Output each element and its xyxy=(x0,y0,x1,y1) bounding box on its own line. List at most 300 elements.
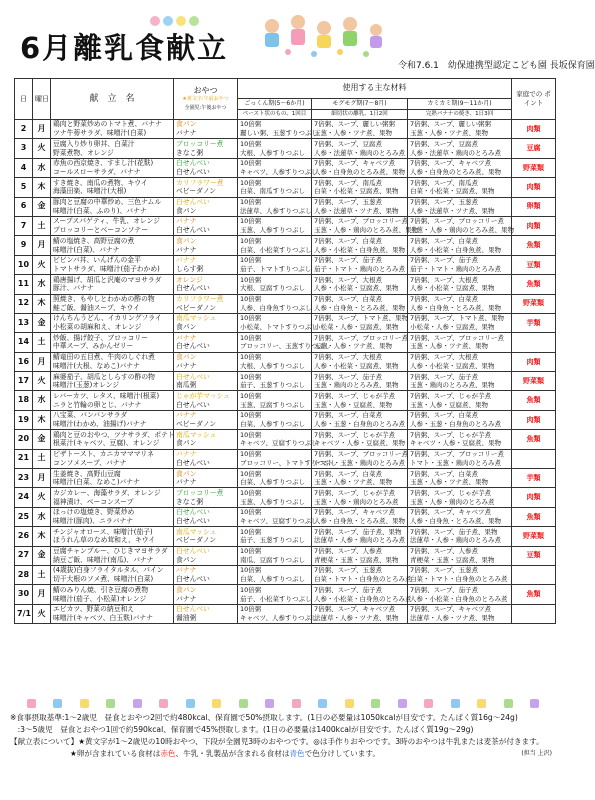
stage2-line1: 7倍粥、スープ、ブロッコリー煮 xyxy=(314,333,408,342)
menu-cell xyxy=(174,488,238,507)
menu-cell xyxy=(15,139,33,158)
col-snack xyxy=(174,79,238,120)
menu-line2: 味噌汁(玉葱)オレンジ xyxy=(53,381,120,390)
snack-afternoon: ベビーダノン xyxy=(176,536,217,545)
stage1-line1: 10倍粥 xyxy=(240,508,262,517)
home-point: 肉類 xyxy=(526,493,541,502)
stage3-line2: 玉葱・人参・ツナ煮、果物 xyxy=(410,129,488,138)
menu-line1: すき焼き、南瓜の煮物、キウイ xyxy=(53,178,148,187)
stage2-line2: 人参・小松菜・白身魚煮、果物 xyxy=(314,245,405,254)
stage3-line1: 7倍粥、スープ、キャベツ煮 xyxy=(410,508,491,517)
menu-row xyxy=(15,313,556,332)
stage2-line2: 青梗菜・玉葱・豆腐煮、果物 xyxy=(314,555,399,564)
menu-cell xyxy=(174,275,238,294)
menu-line1: 鶏肉と野菜炒めのトマト煮、バナナ xyxy=(53,120,162,129)
stage3-line1: 7倍粥、スープ、キャベツ煮 xyxy=(410,605,491,614)
menu-cell xyxy=(51,546,174,565)
menu-cell xyxy=(15,565,33,584)
snack-afternoon: バナナ xyxy=(176,129,197,138)
stage3-line2: 人参・白身魚・とろみ煮、果物 xyxy=(410,303,501,312)
menu-cell xyxy=(33,372,51,391)
stage2-line1: 7倍粥、スープ、じゃが芋煮 xyxy=(314,391,395,400)
day-of-week: 火 xyxy=(37,259,46,269)
stage1-line2: 白菜、人参すりつぶし xyxy=(240,478,305,487)
menu-cell xyxy=(512,430,556,449)
stage1-line1: 10倍粥 xyxy=(240,430,262,439)
menu-line1: 豆腐入り炒り卵丼、白菜汁 xyxy=(53,139,135,148)
stage2-line1: 7倍粥、スープ、茄子煮 xyxy=(314,372,382,381)
menu-line1: スープスパゲティ、牛乳、オレンジ xyxy=(53,217,160,226)
menu-cell xyxy=(312,488,408,507)
menu-cell xyxy=(312,178,408,197)
menu-line1: 豆腐チャンプルー、ひじきマヨサラダ xyxy=(53,547,168,556)
menu-cell xyxy=(312,565,412,584)
menu-cell xyxy=(51,158,174,177)
menu-cell xyxy=(174,565,238,584)
stage3-line2: 小松菜・人参・豆腐煮、果物 xyxy=(410,323,495,332)
stage1-line1: 10倍粥 xyxy=(240,566,262,575)
menu-cell xyxy=(33,469,51,488)
menu-cell xyxy=(33,488,51,507)
menu-line1: 鯖の塩焼き、高野豆腐の煮 xyxy=(53,236,135,245)
stage3-line1: 7倍粥、スープ、人参煮 xyxy=(410,547,478,556)
menu-line1: 炒飯、揚げ餃子、ブロッコリー xyxy=(53,333,149,342)
stage3-line2: 人参・白身魚のとろみ煮、果物 xyxy=(410,167,501,176)
snack-morning: 白せんべい xyxy=(176,198,210,207)
menu-cell xyxy=(512,236,556,255)
menu-cell xyxy=(312,216,418,235)
menu-cell xyxy=(512,352,556,371)
col-stage3-note: 完熟バナナの焼き、1日3回 xyxy=(408,110,512,120)
snack-afternoon: 白せんべい xyxy=(176,342,210,351)
menu-line1: 照焼き、もやしとわかめの酢の物 xyxy=(53,295,155,303)
menu-cell xyxy=(238,449,337,468)
menu-cell xyxy=(174,469,238,488)
snack-afternoon: 南瓜粥 xyxy=(176,381,197,390)
stage2-line1: 7倍粥、スープ、白菜煮 xyxy=(314,469,382,478)
menu-cell xyxy=(512,139,556,158)
stage2-line2: 人参・白身魚・とろみ煮、果物 xyxy=(314,303,405,312)
menu-cell xyxy=(51,120,174,139)
stage2-line2: 人参・小松菜・白身魚のとろみ煮 xyxy=(314,594,412,603)
stage2-line2: 法蓮草・人参・ツナ煮、果物 xyxy=(314,613,399,622)
stage2-line1: 7倍粥、スープ、トマト煮、果物 xyxy=(314,314,408,323)
menu-cell xyxy=(15,120,33,139)
menu-cell xyxy=(238,410,312,429)
day-of-week: 火 xyxy=(37,143,46,153)
menu-cell xyxy=(512,391,556,410)
menu-cell xyxy=(51,352,174,371)
day-number: 4 xyxy=(20,162,27,172)
stage1-line1: 10倍粥 xyxy=(240,488,262,497)
snack-afternoon: 白せんべい xyxy=(176,400,210,409)
stage2-line1: 7倍粥、スープ、大根煮 xyxy=(314,353,382,362)
snack-morning: カリフラワー煮 xyxy=(176,178,224,187)
menu-line2: トマトサラダ、味噌汁(茄子わかめ) xyxy=(53,264,160,273)
menu-line1: ピザトースト、カニカマママリネ xyxy=(53,450,154,459)
menu-cell xyxy=(238,255,312,274)
day-of-week: 水 xyxy=(37,162,46,172)
snack-morning: バナナ xyxy=(176,217,197,226)
menu-cell xyxy=(512,585,556,604)
day-of-week: 月 xyxy=(37,123,46,133)
stage3-line1: 7倍粥、スープ、白菜煮 xyxy=(410,236,478,245)
menu-line1: 鶏肉と豆のおやつ、ツナサラダ、ポテト xyxy=(53,430,175,439)
menu-cell xyxy=(512,488,556,507)
stage2-line2: 法蓮草・人参・鶏肉のとろみ煮 xyxy=(314,536,405,545)
menu-line1: 八宝菜、バンバンサラダ xyxy=(53,411,128,420)
snack-afternoon: 白せんべい xyxy=(176,226,210,235)
snack-afternoon: ベビーダノン xyxy=(176,420,217,429)
menu-cell xyxy=(238,430,318,449)
menu-line1: カジカレー、海藻サラダ、オレンジ xyxy=(53,488,161,497)
stage1-line1: 10倍粥 xyxy=(240,333,262,342)
stage3-line2: 玉葱・人参・ツナ煮、果物 xyxy=(410,478,488,487)
snack-morning: バナナ xyxy=(176,333,197,342)
menu-row xyxy=(15,585,556,604)
menu-cell xyxy=(408,507,512,526)
menu-cell xyxy=(312,430,408,449)
footer-egg-color: 赤色 xyxy=(160,749,176,758)
stage2-line2: 玉葱・人参・鶏肉のとろみ煮 xyxy=(314,497,399,506)
stage3-line2: 人参・法蓮草・鶏肉のとろみ煮 xyxy=(410,148,501,157)
stage3-line1: 7倍粥、スープ、茄子煮 xyxy=(410,256,478,265)
menu-line2: ツナ牛蒡サラダ、味噌汁(白菜) xyxy=(53,129,147,138)
menu-cell xyxy=(174,507,238,526)
day-number: 17 xyxy=(17,375,30,385)
snack-morning: 白せんべい xyxy=(176,508,210,517)
stage3-line2: 法蓮草・人参・ツナ煮、果物 xyxy=(410,613,495,622)
stage2-line1: 7倍粥、スープ、キャベツ煮 xyxy=(314,605,395,614)
stage3-line1: 7倍粥、スープ、白菜煮 xyxy=(410,469,478,478)
menu-cell xyxy=(238,527,312,546)
menu-cell xyxy=(33,604,51,623)
menu-cell xyxy=(174,604,238,623)
stage2-line1: 7倍粥、スープ、南瓜煮 xyxy=(314,178,382,187)
menu-cell xyxy=(312,255,408,274)
menu-cell xyxy=(312,313,408,332)
menu-row xyxy=(15,352,556,371)
menu-cell xyxy=(51,197,174,216)
menu-cell xyxy=(15,275,33,294)
snack-morning: ブロッコリー煮 xyxy=(176,139,224,148)
menu-cell xyxy=(33,294,51,313)
stage2-line1: 7倍粥、スープ、キャベツ煮 xyxy=(314,508,395,517)
menu-line2: 味噌汁(白菜、ふのり)、バナナ xyxy=(53,206,147,215)
day-number: 27 xyxy=(17,550,30,560)
menu-cell xyxy=(174,372,238,391)
menu-line1: ビビンバ丼、いんげんの金平 xyxy=(53,256,141,265)
stage3-line2: 白菜・トマト・白身魚のとろみ煮 xyxy=(410,575,508,584)
menu-cell xyxy=(15,527,33,546)
menu-cell xyxy=(15,604,33,623)
menu-line1: レバーカツ、レタス、味噌汁(根菜) xyxy=(53,391,160,400)
menu-row xyxy=(15,469,556,488)
col-stage2-note: 細切状の離乳、1日2回 xyxy=(312,110,408,120)
menu-row xyxy=(15,546,556,565)
menu-cell xyxy=(238,546,312,565)
menu-cell xyxy=(408,565,512,584)
col-snack-note1: ★黄文字:午前おやつ xyxy=(182,95,229,102)
stage1-line2: 大根、豆腐すりつぶし xyxy=(240,284,305,293)
menu-cell xyxy=(312,507,408,526)
stage1-line2: ブロッコリー、玉葱すりつぶし xyxy=(240,342,331,351)
stage1-line2: 茄子、玉葱すりつぶし xyxy=(240,381,305,390)
snack-morning: ブロッコリー煮 xyxy=(176,488,224,497)
snack-morning: 南瓜マッシュ xyxy=(176,314,217,323)
snack-afternoon: 食パン xyxy=(176,439,197,448)
stage1-line1: 10倍粥 xyxy=(240,217,262,226)
menu-line2: 鮭ご飯、醤油スープ、キウイ xyxy=(53,303,140,312)
stage3-line1: 7倍粥、スープ、茄子煮 xyxy=(410,585,478,594)
day-number: 6 xyxy=(20,201,27,211)
menu-line2: 味噌汁(豚肉)、ニラバナナ xyxy=(53,517,134,525)
snack-morning: 白せんべい xyxy=(176,605,210,614)
menu-line2: ほうれん草のなめ茸和え、キウイ xyxy=(53,536,156,545)
stage2-line1: 7倍粥、スープ、白菜煮 xyxy=(314,295,382,303)
day-number: 7 xyxy=(20,220,27,230)
menu-cell xyxy=(15,313,33,332)
menu-cell xyxy=(33,313,51,332)
menu-body xyxy=(15,120,556,624)
menu-cell xyxy=(33,410,51,429)
home-point: 魚類 xyxy=(526,435,541,444)
menu-cell xyxy=(51,565,174,584)
menu-line2: 味噌汁(キャベツ、白玉麩)バナナ xyxy=(53,613,153,622)
menu-cell xyxy=(238,469,312,488)
stage3-line2: 法蓮草・人参・鶏肉のとろみ煮 xyxy=(410,536,501,545)
stage1-line2: 大根、人参すりつぶし xyxy=(240,148,305,157)
stage3-line1: 7倍粥、スープ、玉葱煮 xyxy=(410,198,478,207)
stage3-line2: 人参・小松菜・豆腐煮、果物 xyxy=(410,284,495,293)
menu-cell xyxy=(174,236,238,255)
stage1-line2: キャベツ、人参すりつぶし xyxy=(240,167,318,176)
snack-morning: 食パン xyxy=(176,120,197,129)
stage1-line2: 玉葱、人参すりつぶし xyxy=(240,226,305,235)
menu-cell xyxy=(174,294,238,313)
stage1-line1: 10倍粥 xyxy=(240,469,262,478)
home-point: 野菜類 xyxy=(523,532,544,541)
stage1-line2: 大根、人参すりつぶし xyxy=(240,361,305,370)
footer-notes xyxy=(10,712,558,760)
menu-cell xyxy=(15,372,33,391)
snack-afternoon: 白せんべい xyxy=(176,458,210,467)
menu-cell xyxy=(15,197,33,216)
stage2-line2: 茄子・トマト・鶏肉のとろみ煮 xyxy=(314,264,405,273)
menu-cell xyxy=(408,313,512,332)
menu-cell xyxy=(238,352,312,371)
stage3-line2: 人参・法蓮草・ツナ煮、果物 xyxy=(410,206,495,215)
stage1-line2: 茄子、玉葱すりつぶし xyxy=(240,536,305,545)
menu-cell xyxy=(51,469,174,488)
menu-cell xyxy=(512,372,556,391)
stage2-line1: 7倍粥、スープ、ブロッコリー煮 xyxy=(314,217,408,226)
stage1-line1: 10倍粥 xyxy=(240,275,262,284)
stage2-line1: 7倍粥、スープ、茄子煮 xyxy=(314,585,382,594)
menu-row xyxy=(15,255,556,274)
menu-cell xyxy=(33,236,51,255)
day-number: 12 xyxy=(17,298,30,308)
stage1-line1: 10倍粥 xyxy=(240,236,262,245)
home-point: 魚類 xyxy=(526,279,541,288)
stage3-line2: 白菜・小松菜・豆腐煮、果物 xyxy=(410,187,495,196)
snack-afternoon: 白せんべい xyxy=(176,575,210,584)
menu-cell xyxy=(512,313,556,332)
snack-morning: 食パン xyxy=(176,585,197,594)
snack-morning: じゃが芋マッシュ xyxy=(176,391,230,400)
snack-afternoon: 食パン xyxy=(176,555,197,564)
menu-cell xyxy=(238,507,318,526)
menu-cell xyxy=(33,139,51,158)
menu-line2: 根菜汁(キャベツ、豆腐)、オレンジ xyxy=(53,439,160,448)
day-of-week: 土 xyxy=(37,453,46,463)
snack-morning: 食パン xyxy=(176,469,197,478)
day-number: 10 xyxy=(17,259,30,269)
menu-cell xyxy=(408,333,512,352)
menu-cell xyxy=(408,585,512,604)
stage2-line2: 白菜・トマト・白身魚のとろみ煮 xyxy=(314,575,412,584)
menu-line1: 鶏唐揚げ、胡瓜と沢庵のマヨサラダ xyxy=(53,275,162,284)
menu-cell xyxy=(512,294,556,313)
stage2-line2: キャベツ・人参・豆腐煮、果物 xyxy=(314,439,405,448)
menu-cell xyxy=(51,527,174,546)
stage3-line2: 玉葱・鶏肉のとろみ煮、果物 xyxy=(410,381,495,390)
menu-cell xyxy=(174,313,238,332)
menu-cell xyxy=(51,391,174,410)
menu-cell xyxy=(33,430,51,449)
menu-cell xyxy=(512,255,556,274)
menu-cell xyxy=(33,255,51,274)
stage1-line1: 10倍粥 xyxy=(240,314,262,323)
snack-afternoon: 白せんべい xyxy=(176,167,210,176)
menu-line2: 中華スープ、みかんゼリー xyxy=(53,342,134,351)
stage1-line2: 白菜、小松菜すりつぶし xyxy=(240,245,312,254)
day-of-week: 月 xyxy=(37,240,46,250)
menu-cell xyxy=(512,527,556,546)
home-point: 豆類 xyxy=(526,551,541,560)
menu-cell xyxy=(33,197,51,216)
snack-afternoon: きなこ粥 xyxy=(176,497,204,506)
menu-cell xyxy=(512,216,556,235)
home-point: 肉類 xyxy=(526,124,541,133)
decoration-utensils-icon xyxy=(18,696,548,710)
menu-cell xyxy=(312,333,408,352)
menu-line1: (4歳抜)白身フライタルタル、パイン xyxy=(53,566,164,575)
menu-cell xyxy=(33,216,51,235)
menu-cell xyxy=(312,585,412,604)
stage3-line1: 7倍粥、スープ、じゃが芋煮 xyxy=(410,430,491,439)
menu-row xyxy=(15,488,556,507)
day-of-week: 木 xyxy=(37,298,46,308)
stage3-line1: 7倍粥、スープ、トマト煮、果物 xyxy=(410,314,504,323)
stage3-line1: 7倍粥、スープ、南瓜煮 xyxy=(410,178,478,187)
stage1-line2: 茄子、小松菜すりつぶし xyxy=(240,594,312,603)
menu-cell xyxy=(512,158,556,177)
menu-row xyxy=(15,294,556,313)
home-point: 魚類 xyxy=(526,590,541,599)
day-of-week: 金 xyxy=(37,434,46,444)
day-number: 2 xyxy=(20,123,27,133)
stage2-line1: 7倍粥、スープ、豆腐煮 xyxy=(314,139,382,148)
subtitle: 令和7.6.1 幼保連携型認定こども園 長坂保育園 xyxy=(398,61,595,71)
menu-row xyxy=(15,372,556,391)
menu-row xyxy=(15,391,556,410)
stage2-line2: 人参・小松菜・豆腐煮、果物 xyxy=(314,361,399,370)
menu-cell xyxy=(33,565,51,584)
day-of-week: 土 xyxy=(37,337,46,347)
menu-row xyxy=(15,507,556,526)
day-of-week: 水 xyxy=(37,395,46,405)
menu-cell xyxy=(174,546,238,565)
menu-cell xyxy=(174,120,238,139)
snack-morning: 南瓜マッシュ xyxy=(176,430,217,439)
menu-cell xyxy=(174,255,238,274)
day-of-week: 木 xyxy=(37,414,46,424)
menu-cell xyxy=(408,216,512,235)
stage3-line1: 7倍粥、スープ、大根煮 xyxy=(410,275,478,284)
menu-cell xyxy=(408,139,512,158)
footer-milk-color: 青色 xyxy=(289,749,305,758)
stage2-line2: トマト・玉葱・鶏肉のとろみ煮 xyxy=(314,458,405,467)
menu-cell xyxy=(312,391,408,410)
day-of-week: 金 xyxy=(37,201,46,211)
menu-cell xyxy=(51,333,174,352)
stage3-line1: 7倍粥、スープ、白菜煮 xyxy=(410,411,478,420)
menu-line1: ほっけの塩焼き、野菜炒め xyxy=(53,508,135,517)
snack-afternoon: しらす粥 xyxy=(176,264,204,273)
menu-cell xyxy=(238,294,312,313)
day-number: 5 xyxy=(20,182,27,192)
stage1-line2: 人参、白身魚すりつぶし xyxy=(240,303,312,312)
day-of-week: 水 xyxy=(37,278,46,288)
stage1-line2: 茄子、トマトすりつぶし xyxy=(240,264,312,273)
stage3-line2: 人参・小松菜・白身魚のとろみ煮 xyxy=(410,594,508,603)
snack-afternoon: ベビーダノン xyxy=(176,187,217,196)
menu-line2: 豚汁、バナナ xyxy=(53,284,94,293)
menu-cell xyxy=(15,449,33,468)
menu-cell xyxy=(408,120,512,139)
menu-cell xyxy=(15,255,33,274)
menu-cell xyxy=(312,120,408,139)
day-number: 13 xyxy=(17,317,30,327)
menu-cell xyxy=(15,158,33,177)
menu-cell xyxy=(312,372,408,391)
stage1-line2: 麗しい粥、玉葱すりつぶし xyxy=(240,129,318,138)
stage2-line1: 7倍粥、スープ、茄子煮、果物 xyxy=(314,527,402,536)
home-point: 肉類 xyxy=(526,415,541,424)
snack-afternoon: 白せんべい xyxy=(176,517,210,525)
footer-line4-e: で色分けしています。 xyxy=(304,749,380,758)
menu-cell xyxy=(174,527,238,546)
menu-cell xyxy=(15,391,33,410)
menu-cell xyxy=(408,178,512,197)
menu-cell xyxy=(238,313,318,332)
menu-row xyxy=(15,430,556,449)
stage2-line1: 7倍粥、スープ、白菜煮 xyxy=(314,236,382,245)
stage3-line2: 玉葱・人参・豆腐煮、果物 xyxy=(410,400,488,409)
menu-line1: 麻婆茄子、胡瓜としらすの酢の物 xyxy=(53,372,155,381)
menu-cell xyxy=(512,120,556,139)
stage3-line1: 7倍粥、スープ、キャベツ煮 xyxy=(410,159,491,168)
footer-credit: (担当 上沢) xyxy=(521,750,552,757)
menu-cell xyxy=(238,604,318,623)
day-of-week: 月 xyxy=(37,356,46,366)
stage3-line2: 玉葱・人参・ツナ煮、果物 xyxy=(410,342,488,351)
col-day: 日 xyxy=(15,79,33,120)
menu-cell xyxy=(174,391,238,410)
menu-cell xyxy=(51,255,174,274)
stage3-line2: 人参・白身魚・とろみ煮、果物 xyxy=(410,517,501,525)
